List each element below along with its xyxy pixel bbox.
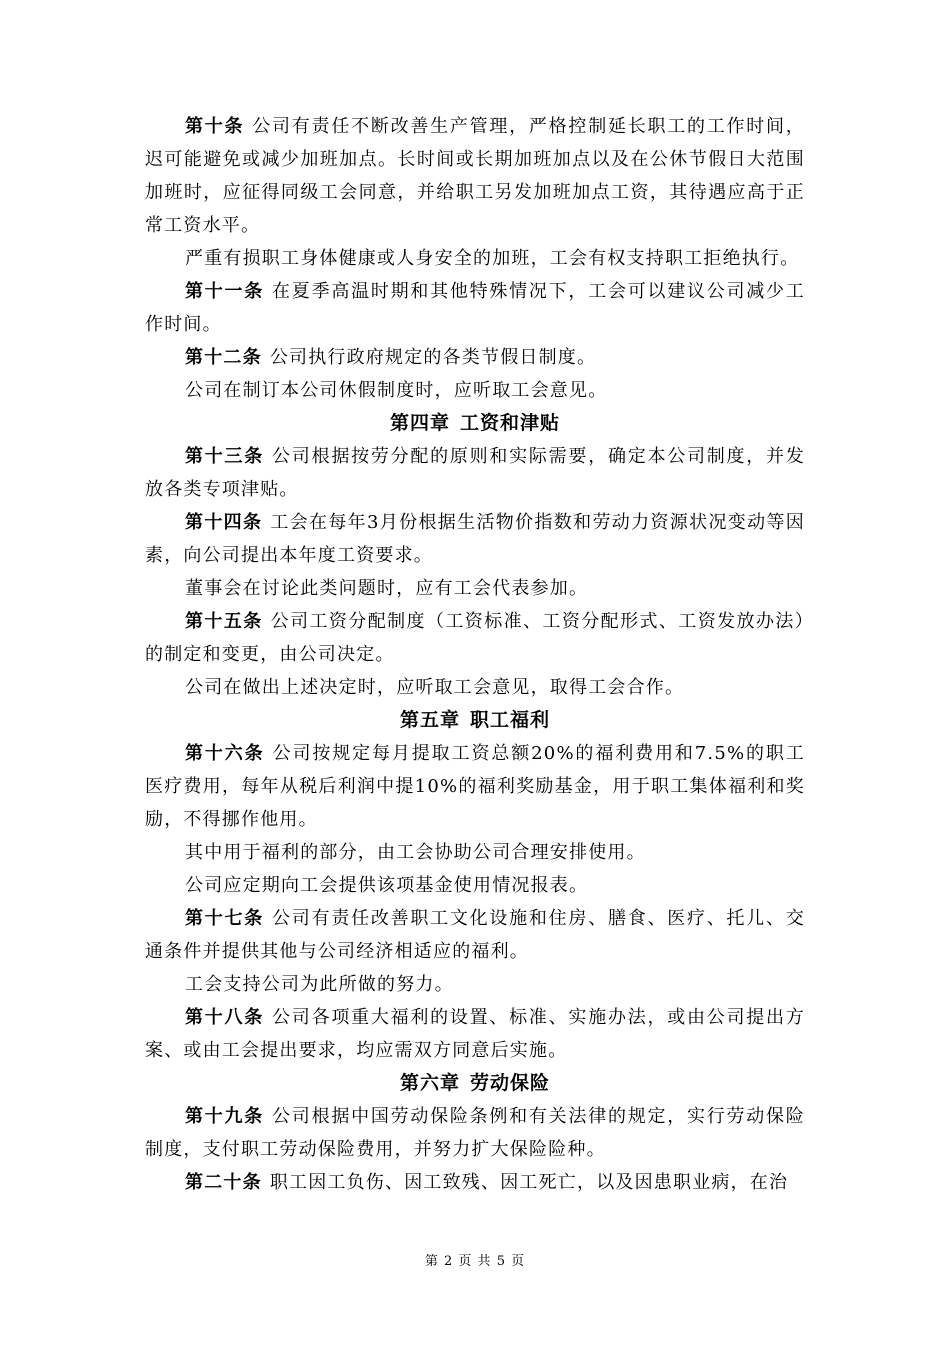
article-12-para-2: 公司在制订本公司休假制度时，应听取工会意见。 [185,380,608,401]
document-body [145,110,805,1199]
article-label: 第十条 [185,116,245,137]
article-label: 第十六条 [185,743,265,764]
article-label: 第十三条 [185,446,265,467]
article-16: 第十六条 公司按规定每月提取工资总额20%的福利费用和7.5%的职工医疗费用，每年从税后利润中提10%的福利奖励基金，用于职工集体福利和奖励，不得挪作他用。 [145,743,805,830]
article-label: 第十八条 [185,1007,265,1028]
article-15: 第十五条 公司工资分配制度（工资标准、工资分配形式、工资发放办法）的制定和变更，由公司决定。 [145,611,805,665]
article-13: 第十三条 公司根据按劳分配的原则和实际需要，确定本公司制度，并发放各类专项津贴。 [145,446,805,500]
article-15-para-2: 公司在做出上述决定时，应听取工会意见，取得工会合作。 [185,677,685,698]
article-10: 第十条 公司有责任不断改善生产管理，严格控制延长职工的工作时间，迟可能避免或减少加班加点。长时间或长期加班加点以及在公休节假日大范围加班时，应征得同级工会同意，并给职工另发加班加点工资，其待遇应高于正常工资水平。 [145,116,805,236]
article-11: 第十一条 在夏季高温时期和其他特殊情况下，工会可以建议公司减少工作时间。 [145,281,805,335]
article-label: 第十九条 [185,1106,265,1127]
article-17: 第十七条 公司有责任改善职工文化设施和住房、膳食、医疗、托儿、交通条件并提供其他与公司经济相适应的福利。 [145,908,805,962]
article-20: 第二十条 职工因工负伤、因工致残、因工死亡，以及因患职业病，在治 [185,1172,789,1193]
article-16-para-3: 公司应定期向工会提供该项基金使用情况报表。 [185,875,589,896]
article-19: 第十九条 公司根据中国劳动保险条例和有关法律的规定，实行劳动保险制度，支付职工劳动保险费用，并努力扩大保险险种。 [145,1106,805,1160]
article-14: 第十四条 工会在每年3月份根据生活物价指数和劳动力资源状况变动等因素，向公司提出本年度工资要求。 [145,512,805,566]
article-label: 第二十条 [185,1172,262,1193]
article-10-para-2: 严重有损职工身体健康或人身安全的加班，工会有权支持职工拒绝执行。 [185,248,800,269]
article-16-para-2: 其中用于福利的部分，由工会协助公司合理安排使用。 [185,842,646,863]
article-label: 第十二条 [185,347,262,368]
page-footer: 第 2 页 共 5 页 [424,1254,526,1269]
article-label: 第十四条 [185,512,263,533]
article-label: 第十七条 [185,908,265,929]
article-label: 第十一条 [185,281,265,302]
chapter-4-heading: 第四章 工资和津贴 [389,412,561,434]
article-14-para-2: 董事会在讨论此类问题时，应有工会代表参加。 [185,578,589,599]
article-label: 第十五条 [185,611,263,632]
article-17-para-2: 工会支持公司为此所做的努力。 [185,974,454,995]
article-12: 第十二条 公司执行政府规定的各类节假日制度。 [185,347,597,368]
chapter-6-heading: 第六章 劳动保险 [399,1072,551,1094]
article-18: 第十八条 公司各项重大福利的设置、标准、实施办法，或由公司提出方案、或由工会提出要求，均应需双方同意后实施。 [145,1007,805,1061]
chapter-5-heading: 第五章 职工福利 [399,709,551,731]
